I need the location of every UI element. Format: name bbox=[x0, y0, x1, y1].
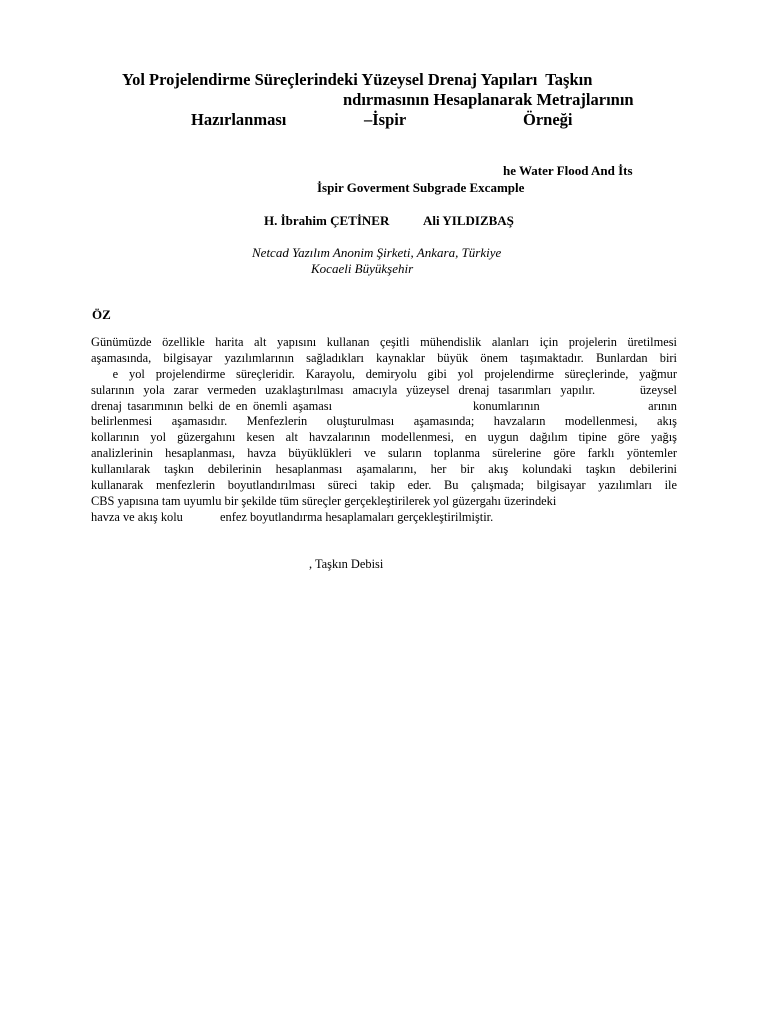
author-2: Ali YILDIZBAŞ bbox=[423, 213, 514, 228]
abstract-line: kullanarak menfezlerin boyutlandırılması süreci takip eder. Bu çalışmada; bilgisayar yazılımları ile bbox=[91, 478, 677, 493]
affiliation-line-2: Kocaeli Büyükşehir bbox=[311, 261, 414, 276]
title-line-3b: –İspir bbox=[364, 110, 407, 129]
abstract-line: havza ve akış kolu enfez boyutlandırma hesaplamaları gerçekleştirilmiştir. bbox=[91, 509, 494, 524]
title-line-3c: Örneği bbox=[523, 110, 573, 129]
english-title-line-2: İspir Goverment Subgrade Excample bbox=[317, 180, 525, 195]
title-line-2: ndırmasının Hesaplanarak Metrajlarının bbox=[343, 90, 634, 109]
abstract-line: CBS yapısına tam uyumlu bir şekilde tüm süreçler gerçekleştirilerek yol güzergahı üzerindeki bbox=[91, 493, 557, 508]
abstract-line: belirlenmesi aşamasıdır. Menfezlerin oluşturulması aşamasında; havzaların modellenmesi, akış bbox=[91, 414, 677, 429]
abstract-line: kullanılarak taşkın debilerinin hesaplanması aşamalarını, her bir akış kolundaki taşkın debilerini bbox=[91, 462, 677, 477]
title-line-3a: Hazırlanması bbox=[191, 110, 287, 129]
abstract-line: Günümüzde özellikle harita alt yapısını kullanan çeşitli mühendislik alanları için projelerin üretilmesi bbox=[91, 335, 677, 349]
abstract-line: aşamasında, bilgisayar yazılımlarının sağladıkları kaynaklar büyük önem taşımaktadır. Bunlardan biri bbox=[91, 350, 677, 365]
english-title-line-1: he Water Flood And İts bbox=[503, 163, 633, 178]
abstract-line: analizlerinin hesaplanması, havza büyüklükleri ve suların toplanma sürelerine göre farklı yöntemler bbox=[91, 446, 677, 461]
abstract-line: e yol projelendirme süreçleridir. Karayolu, demiryolu gibi yol projelendirme süreçlerinde, yağmur bbox=[91, 366, 677, 381]
author-1: H. İbrahim ÇETİNER bbox=[264, 213, 390, 228]
title-line-1: Yol Projelendirme Süreçlerindeki Yüzeysel Drenaj Yapıları Taşkın bbox=[122, 70, 593, 89]
keywords: , Taşkın Debisi bbox=[309, 557, 384, 571]
abstract-heading: ÖZ bbox=[92, 307, 111, 322]
abstract-line: drenaj tasarımının belki de en önemli aşaması konumlarının arının bbox=[91, 398, 677, 413]
abstract-body bbox=[91, 335, 677, 526]
affiliation-line-1: Netcad Yazılım Anonim Şirketi, Ankara, Türkiye bbox=[252, 245, 502, 260]
abstract-line: kollarının yol güzergahını kesen alt havzalarının modellenmesi, en uygun dağılım tipine göre yağış bbox=[91, 430, 677, 445]
abstract-line: sularının yola zarar vermeden uzaklaştırılması amacıyla yüzeysel drenaj tasarımları yapılır. üzeysel bbox=[91, 382, 677, 397]
